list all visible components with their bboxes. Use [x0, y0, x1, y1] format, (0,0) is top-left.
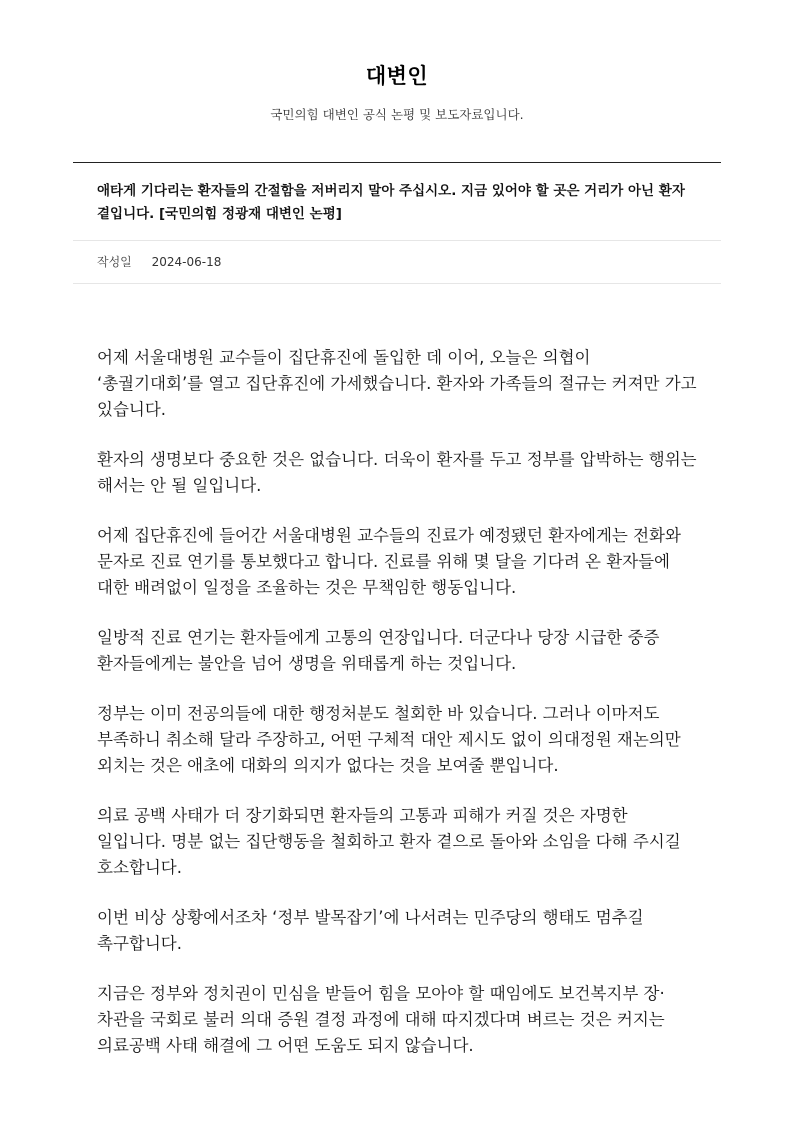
site-subtitle: 국민의힘 대변인 공식 논평 및 보도자료입니다.	[270, 107, 524, 122]
date-label: 작성일	[97, 255, 132, 269]
article-body	[97, 345, 697, 1083]
body-paragraph: 어제 서울대병원 교수들이 집단휴진에 돌입한 데 이어, 오늘은 의협이 ‘총궐기대회’를 열고 집단휴진에 가세했습니다. 환자와 가족들의 절규는 커져만 가고 있습니다.	[97, 348, 697, 419]
header-divider	[73, 162, 721, 163]
body-paragraph: 정부는 이미 전공의들에 대한 행정처분도 철회한 바 있습니다. 그러나 이마저도 부족하니 취소해 달라 주장하고, 어떤 구체적 대안 제시도 없이 의대정원 재논의만 외치는 것은 애초에 대화의 의지가 없다는 것을 보여줄 뿐입니다.	[97, 704, 681, 775]
post-title: 애타게 기다리는 환자들의 간절함을 저버리지 말아 주십시오. 지금 있어야 할 곳은 거리가 아닌 환자 곁입니다. [국민의힘 정광재 대변인 논평]	[97, 183, 685, 222]
body-paragraph: 의료 공백 사태가 더 장기화되면 환자들의 고통과 피해가 커질 것은 자명한 일입니다. 명분 없는 집단행동을 철회하고 환자 곁으로 돌아와 소임을 다해 주시길 호소합니다.	[97, 806, 681, 877]
site-header	[0, 0, 794, 124]
body-paragraph: 지금은 정부와 정치권이 민심을 받들어 힘을 모아야 할 때임에도 보건복지부 장·차관을 국회로 불러 의대 증원 결정 과정에 대해 따지겠다며 벼르는 것은 커지는 의료공백 사태 해결에 그 어떤 도움도 되지 않습니다.	[97, 984, 665, 1055]
site-title: 대변인	[365, 64, 429, 88]
title-divider	[73, 240, 721, 241]
body-paragraph: 환자의 생명보다 중요한 것은 없습니다. 더욱이 환자를 두고 정부를 압박하는 행위는 해서는 안 될 일입니다.	[97, 450, 697, 495]
body-paragraph: 어제 집단휴진에 들어간 서울대병원 교수들의 진료가 예정됐던 환자에게는 전화와 문자로 진료 연기를 통보했다고 합니다. 진료를 위해 몇 달을 기다려 온 환자들에 대한 배려없이 일정을 조율하는 것은 무책임한 행동입니다.	[97, 526, 681, 597]
body-paragraph: 일방적 진료 연기는 환자들에게 고통의 연장입니다. 더군다나 당장 시급한 중증 환자들에게는 불안을 넘어 생명을 위태롭게 하는 것입니다.	[97, 628, 660, 673]
post-date: 2024-06-18	[151, 255, 222, 269]
body-paragraph: 이번 비상 상황에서조차 ‘정부 발목잡기’에 나서려는 민주당의 행태도 멈추길 촉구합니다.	[97, 908, 644, 953]
post-meta	[97, 253, 221, 271]
meta-divider	[73, 283, 721, 284]
